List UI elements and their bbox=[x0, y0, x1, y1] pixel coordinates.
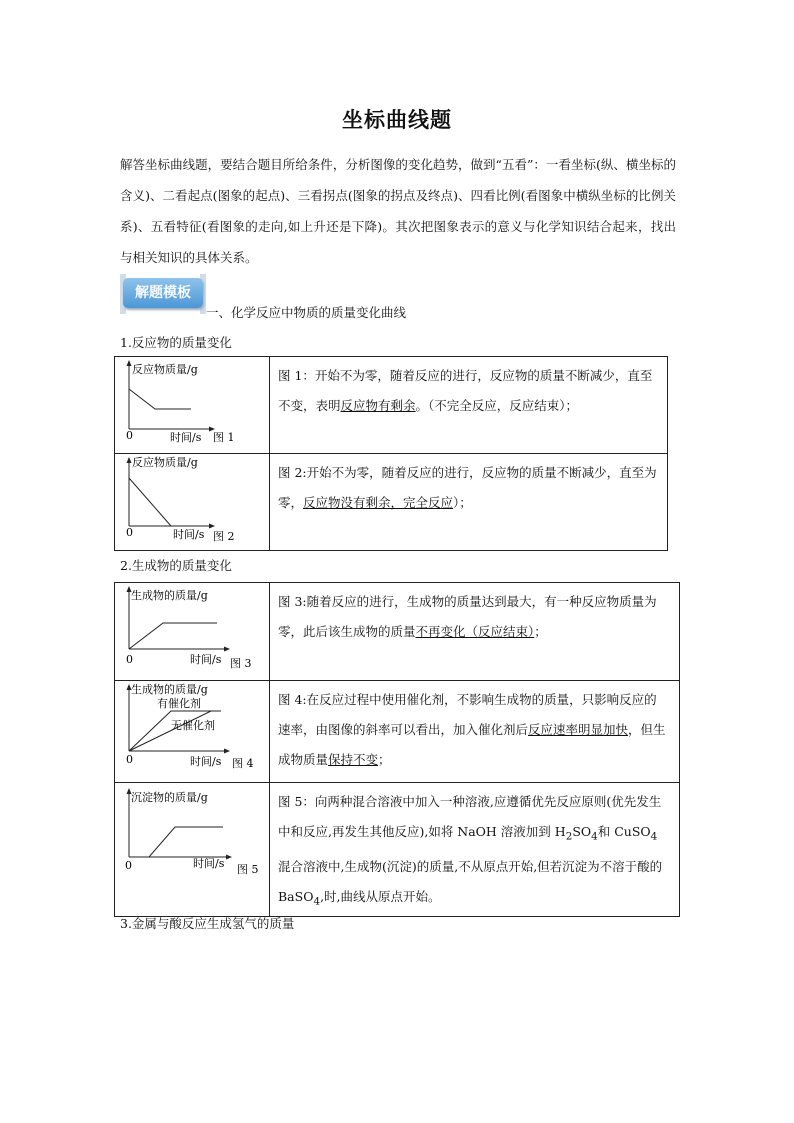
figure-4-xlabel: 时间/s bbox=[190, 755, 222, 768]
figure-1-description: 图 1：开始不为零，随着反应的进行，反应物的质量不断减少，直至不变，表明反应物有剩余。（不完全反应，反应结束）； bbox=[270, 357, 668, 454]
figure-4-caption: 图 4 bbox=[232, 757, 254, 770]
solution-template-badge bbox=[120, 274, 206, 314]
badge-label: 解题模板 bbox=[123, 278, 203, 308]
figure-1-origin: 0 bbox=[126, 429, 133, 442]
figure-2-ylabel: 反应物质量/g bbox=[132, 456, 198, 469]
page-title: 坐标曲线题 bbox=[342, 107, 452, 132]
reactant-table bbox=[114, 356, 668, 551]
subheading-reactant: 1.反应物的质量变化 bbox=[120, 335, 232, 350]
section-heading: 一、化学反应中物质的质量变化曲线 bbox=[206, 305, 407, 320]
figure-2-graph bbox=[115, 454, 269, 550]
figure-5-ylabel: 沉淀物的质量/g bbox=[131, 791, 208, 804]
figure-4-description: 图 4:在反应过程中使用催化剂，不影响生成物的质量，只影响反应的速率，由图像的斜率可以看出，加入催化剂后反应速率明显加快，但生成物质量保持不变； bbox=[270, 681, 680, 783]
figure-3-origin: 0 bbox=[126, 653, 133, 666]
figure-4-cell bbox=[115, 681, 270, 783]
figure-2-xlabel: 时间/s bbox=[173, 528, 205, 541]
figure-3-description: 图 3:随着反应的进行，生成物的质量达到最大，有一种反应物质量为零，此后该生成物的质量不再变化（反应结束）； bbox=[270, 583, 680, 681]
figure-3-ylabel: 生成物的质量/g bbox=[131, 589, 208, 602]
figure-1-ylabel: 反应物质量/g bbox=[132, 363, 198, 376]
figure-4-catalyst-label: 有催化剂 bbox=[157, 697, 201, 710]
figure-1-graph bbox=[115, 357, 269, 453]
figure-3-graph bbox=[115, 583, 269, 680]
figure-2-description: 图 2:开始不为零，随着反应的进行，反应物的质量不断减少，直至为零，反应物没有剩余，完全反应）； bbox=[270, 454, 668, 551]
figure-2-cell bbox=[115, 454, 270, 551]
subheading-product: 2.生成物的质量变化 bbox=[120, 558, 232, 573]
figure-2-origin: 0 bbox=[126, 526, 133, 539]
figure-3-cell bbox=[115, 583, 270, 681]
intro-paragraph: 解答坐标曲线题，要结合题目所给条件，分析图像的变化趋势，做到“五看”：一看坐标(纵、横坐标的含义)、二看起点(图象的起点)、三看拐点(图象的拐点及终点)、四看比例(看图象中横纵坐标的比例关系)、五看特征(看图象的走向,如上升还是下降)。其次把图象表示的意义与化学知识结合起来，找出与相关知识的具体关系。 bbox=[120, 157, 676, 265]
figure-5-origin: 0 bbox=[125, 859, 132, 872]
figure-5-cell bbox=[115, 783, 270, 917]
figure-4-origin: 0 bbox=[126, 753, 133, 766]
figure-2-caption: 图 2 bbox=[213, 530, 235, 543]
figure-1-xlabel: 时间/s bbox=[170, 431, 202, 444]
product-table bbox=[114, 582, 680, 917]
figure-5-caption: 图 5 bbox=[237, 863, 259, 876]
figure-5-xlabel: 时间/s bbox=[193, 857, 225, 870]
figure-3-caption: 图 3 bbox=[230, 657, 252, 670]
figure-1-cell bbox=[115, 357, 270, 454]
figure-1-caption: 图 1 bbox=[213, 431, 235, 444]
subheading-hydrogen: 3.金属与酸反应生成氢气的质量 bbox=[120, 916, 295, 931]
figure-5-graph bbox=[115, 783, 269, 909]
figure-4-graph bbox=[115, 681, 269, 782]
figure-3-xlabel: 时间/s bbox=[190, 653, 222, 666]
figure-4-no-catalyst-label: 无催化剂 bbox=[171, 719, 215, 732]
figure-4-ylabel: 生成物的质量/g bbox=[131, 683, 208, 696]
figure-5-description: 图 5：向两种混合溶液中加入一种溶液,应遵循优先反应原则(优先发生中和反应,再发生其他反应),如将 NaOH 溶液加到 $H_2SO_4$和 CuSO$_4$混合溶液中,生成物(沉淀)的质量,不从原点开始,但若沉淀为不溶于酸的 BaSO$_4$,时,曲线从原点开始。 bbox=[270, 783, 680, 917]
